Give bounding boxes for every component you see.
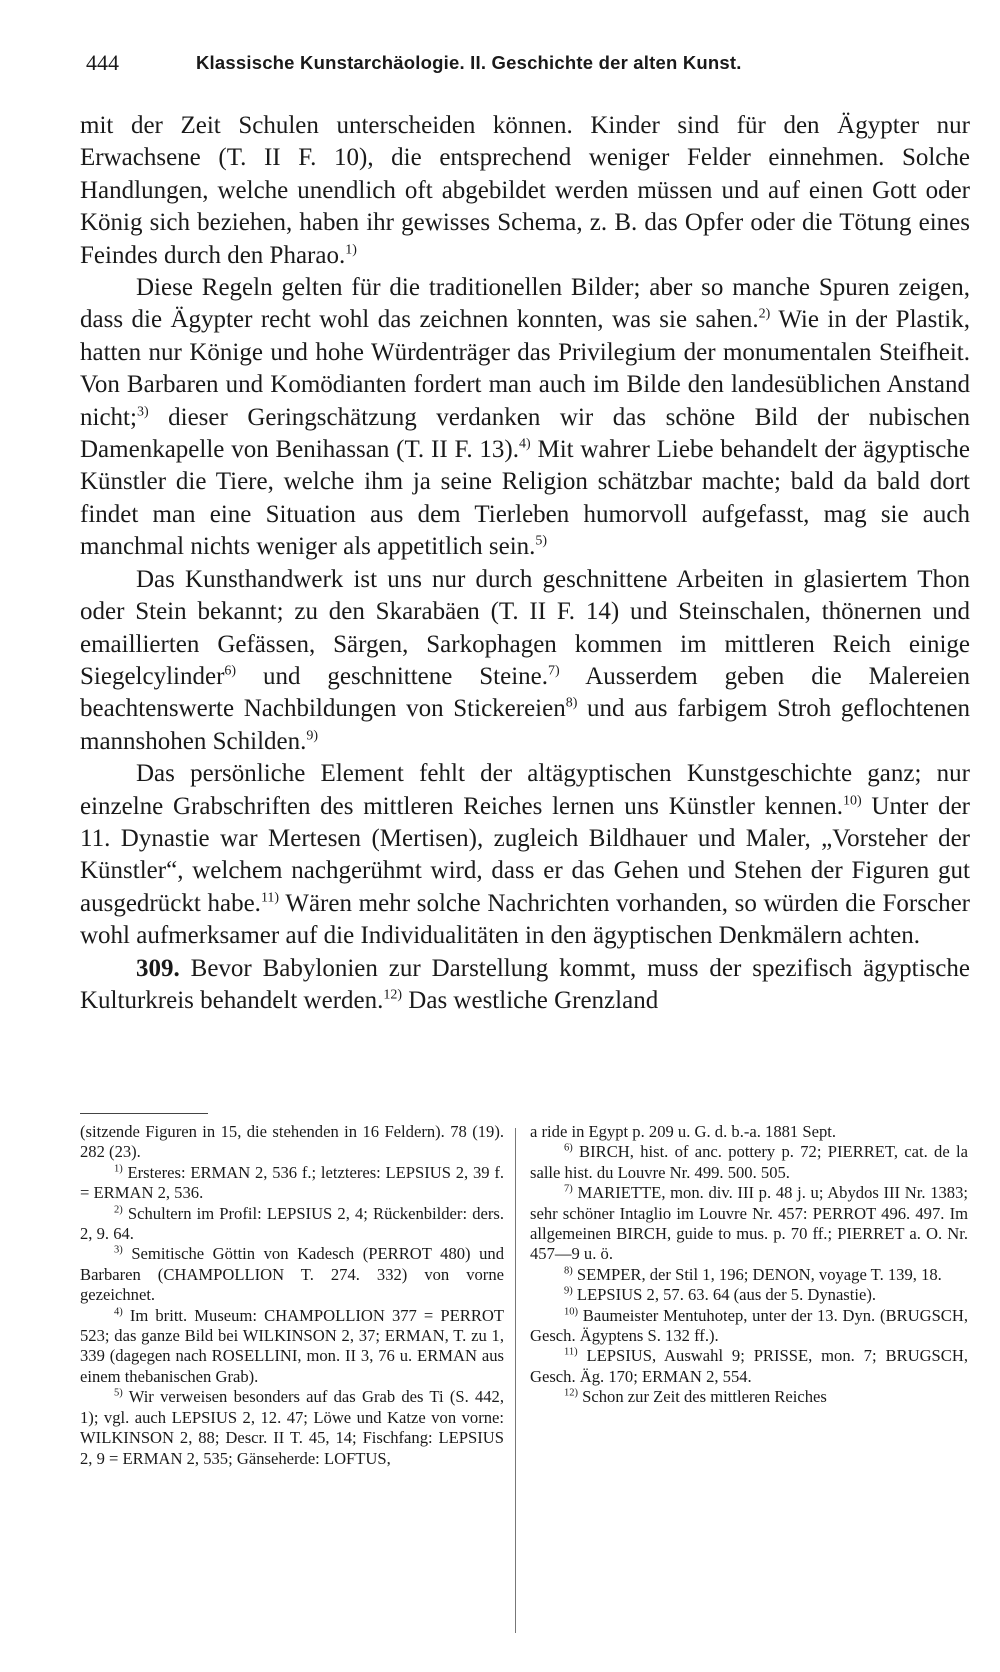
footnote-text: SEMPER, der Stil 1, 196; DENON, voyage T. 139, 18. (576, 1264, 942, 1284)
footnote (530, 1285, 968, 1305)
footnote (530, 1265, 968, 1285)
footnote (530, 1387, 968, 1407)
footnote-marker: 4) (114, 1306, 123, 1318)
paragraph (80, 110, 970, 272)
footnote-ref: 6) (224, 663, 237, 679)
footnote-marker: 10) (564, 1306, 578, 1318)
footnote (80, 1244, 504, 1305)
text-run: Das persönliche Element fehlt der altägyptischen Kunstgeschichte ganz; nur einzelne Grabschriften des mittleren Reiches lernen uns Künstler kennen. (80, 760, 970, 820)
page-number: 444 (86, 50, 119, 75)
main-text (80, 110, 970, 1017)
footnote-text: Semitische Göttin von Kadesch (PERROT 480) und Barbaren (CHAMPOLLION T. 274. 332) von vorne gezeichnet. (80, 1244, 504, 1305)
footnote-ref: 8) (565, 695, 578, 711)
footnote-marker: 7) (564, 1183, 573, 1195)
footnote-marker: 6) (564, 1142, 573, 1154)
text-run: Ausserdem geben die Malereien beachtenswerte Nachbildungen von Stickereien (80, 662, 970, 723)
text-run: Das Kunsthandwerk ist uns nur durch geschnittene Arbeiten in glasiertem Thon oder Stein bekannt; zu den Skarabäen (T. II F. 14) und Steinschalen, thönernen und emaillierten Gefässen, Särgen, Sarkophagen kommen im mittleren Reich einige Siegelcylinder (80, 565, 970, 690)
footnote-marker: 5) (114, 1387, 123, 1399)
footnote-marker: 3) (114, 1244, 123, 1256)
footnote-marker: 8) (564, 1265, 573, 1277)
footnote-column-divider (515, 1128, 516, 1633)
text-run: und geschnittene Steine. (236, 662, 548, 690)
text-run: Diese Regeln gelten für die traditionellen Bilder; aber so manche Spuren zeigen, dass die Ägypter recht wohl das zeichnen konnten, was sie sahen. (80, 274, 970, 334)
footnote-ref: 5) (535, 533, 548, 549)
text-run: Bevor Babylonien zur Darstellung kommt, muss der spezifisch ägyptische Kulturkreis behandelt werden. (80, 954, 970, 1014)
footnote (80, 1306, 504, 1388)
paragraph (80, 953, 970, 1018)
footnote-ref: 3) (136, 404, 149, 420)
footnote (530, 1346, 968, 1387)
text-run: Unter der 11. Dynastie war Mertesen (Mertisen), zugleich Bildhauer und Maler, „Vorsteher der Künstler“, welchem nachgerühmt wird, dass er das Gehen und Stehen der Figuren gut ausgedrückt habe. (80, 792, 971, 917)
footnote-ref: 11) (260, 890, 280, 906)
footnote (80, 1204, 504, 1245)
footnote-marker: 9) (564, 1285, 573, 1297)
footnote-marker: 2) (114, 1204, 123, 1216)
footnote (530, 1122, 968, 1142)
footnote (80, 1163, 504, 1204)
footnote-text: Wir verweisen besonders auf das Grab des Ti (S. 442, 1); vgl. auch LEPSIUS 2, 12. 47; Löwe und Katze von vorne: WILKINSON 2, 88; Descr. II T. 45, 14; Fischfang: LEPSIUS 2, 9 = ERMAN 2, 535; Gänseherde: LOFTUS, (80, 1387, 505, 1468)
text-run: mit der Zeit Schulen unterscheiden können. Kinder sind für den Ägypter nur Erwachsene (T. II F. 10), die entsprechend weniger Felder einnehmen. Solche Handlungen, welche unendlich oft abgebildet werden müssen und auf einen Gott oder König sich beziehen, haben ihr gewisses Schema, z. B. das Opfer oder die Tötung eines Feindes durch den Pharao. (80, 112, 970, 269)
footnote (80, 1122, 504, 1163)
footnote-text: Schultern im Profil: LEPSIUS 2, 4; Rückenbilder: ders. 2, 9. 64. (80, 1203, 504, 1244)
paragraph (80, 564, 970, 758)
footnote-marker: 1) (114, 1163, 123, 1175)
section-number: 309. (136, 954, 180, 982)
footnote-text: Ersteres: ERMAN 2, 536 f.; letzteres: LEPSIUS 2, 39 f. = ERMAN 2, 536. (80, 1162, 504, 1203)
footnote-ref: 2) (758, 307, 771, 323)
footnote-ref: 9) (306, 728, 319, 744)
footnote (80, 1387, 504, 1469)
text-run: Wären mehr solche Nachrichten vorhanden, so würden die Forscher wohl aufmerksamer auf die Individualitäten in den ägyptischen Denkmälern achten. (80, 889, 970, 950)
text-run: Das westliche Grenzland (402, 986, 659, 1014)
footnote (530, 1306, 968, 1347)
text-run: dieser Geringschätzung verdanken wir das schöne Bild der nubischen Damenkapelle von Benihassan (T. II F. 13). (80, 403, 970, 464)
footnote-text: Baumeister Mentuhotep, unter der 13. Dyn. (BRUGSCH, Gesch. Ägyptens S. 132 ff.). (530, 1305, 969, 1346)
footnote-ref: 1) (345, 242, 357, 258)
text-run: Mit wahrer Liebe behandelt der ägyptische Künstler die Tiere, welche ihm ja seine Religion schätzbar machte; bald da bald dort findet man eine Situation aus dem Tierleben humorvoll aufgefasst, mag sie auch manchmal nichts weniger als appetitlich sein. (80, 436, 971, 561)
footnote-text: LEPSIUS 2, 57. 63. 64 (aus der 5. Dynastie). (576, 1285, 877, 1305)
footnote-marker: 11) (564, 1346, 578, 1358)
footnotes-left-column (80, 1122, 504, 1469)
footnote-text: LEPSIUS, Auswahl 9; PRISSE, mon. 7; BRUGSCH, Gesch. Äg. 170; ERMAN 2, 554. (530, 1346, 968, 1386)
footnote (530, 1142, 968, 1183)
paragraph (80, 758, 970, 952)
footnote-ref: 12) (383, 987, 403, 1003)
text-run: Wie in der Plastik, hatten nur Könige und hohe Würdenträger das Privilegium der monumentalen Steifheit. Von Barbaren und Komödianten fordert man auch im Bilde den landesüblichen Anstand nicht; (80, 306, 970, 431)
footnote-divider (80, 1113, 208, 1114)
text-run: und aus farbigem Stroh geflochtenen mannshohen Schilden. (80, 695, 971, 755)
paragraph (80, 272, 970, 564)
footnote (530, 1183, 968, 1265)
footnote-text: (sitzende Figuren in 15, die stehenden in 16 Feldern). 78 (19). 282 (23). (80, 1122, 504, 1162)
footnotes-right-column (530, 1122, 968, 1408)
footnote-ref: 7) (548, 663, 560, 679)
footnote-text: Schon zur Zeit des mittleren Reiches (582, 1387, 827, 1407)
running-title: Klassische Kunstarchäologie. II. Geschichte der alten Kunst. (196, 52, 742, 73)
footnote-ref: 4) (519, 436, 531, 452)
footnote-text: BIRCH, hist. of anc. pottery p. 72; PIERRET, cat. de la salle hist. du Louvre Nr. 499. 500. 505. (530, 1142, 968, 1182)
page-header (86, 48, 964, 82)
footnote-ref: 10) (843, 793, 862, 809)
footnote-text: MARIETTE, mon. div. III p. 48 j. u; Abydos III Nr. 1383; sehr schöner Intaglio im Louvre Nr. 457: PERROT 496. 497. Im allgemeinen BIRCH, guide to mus. p. 70 ff.; PIERRET a. O. Nr. 457—9 u. ö. (530, 1183, 968, 1264)
footnote-marker: 12) (564, 1387, 578, 1399)
footnote-text: a ride in Egypt p. 209 u. G. d. b.-a. 1881 Sept. (530, 1122, 837, 1141)
footnote-text: Im britt. Museum: CHAMPOLLION 377 = PERROT 523; das ganze Bild bei WILKINSON 2, 37; ERMAN, T. zu 1, 339 (dagegen nach ROSELLINI, mon. II 3, 76 u. ERMAN aus einem thebanischen Grab). (80, 1305, 505, 1386)
